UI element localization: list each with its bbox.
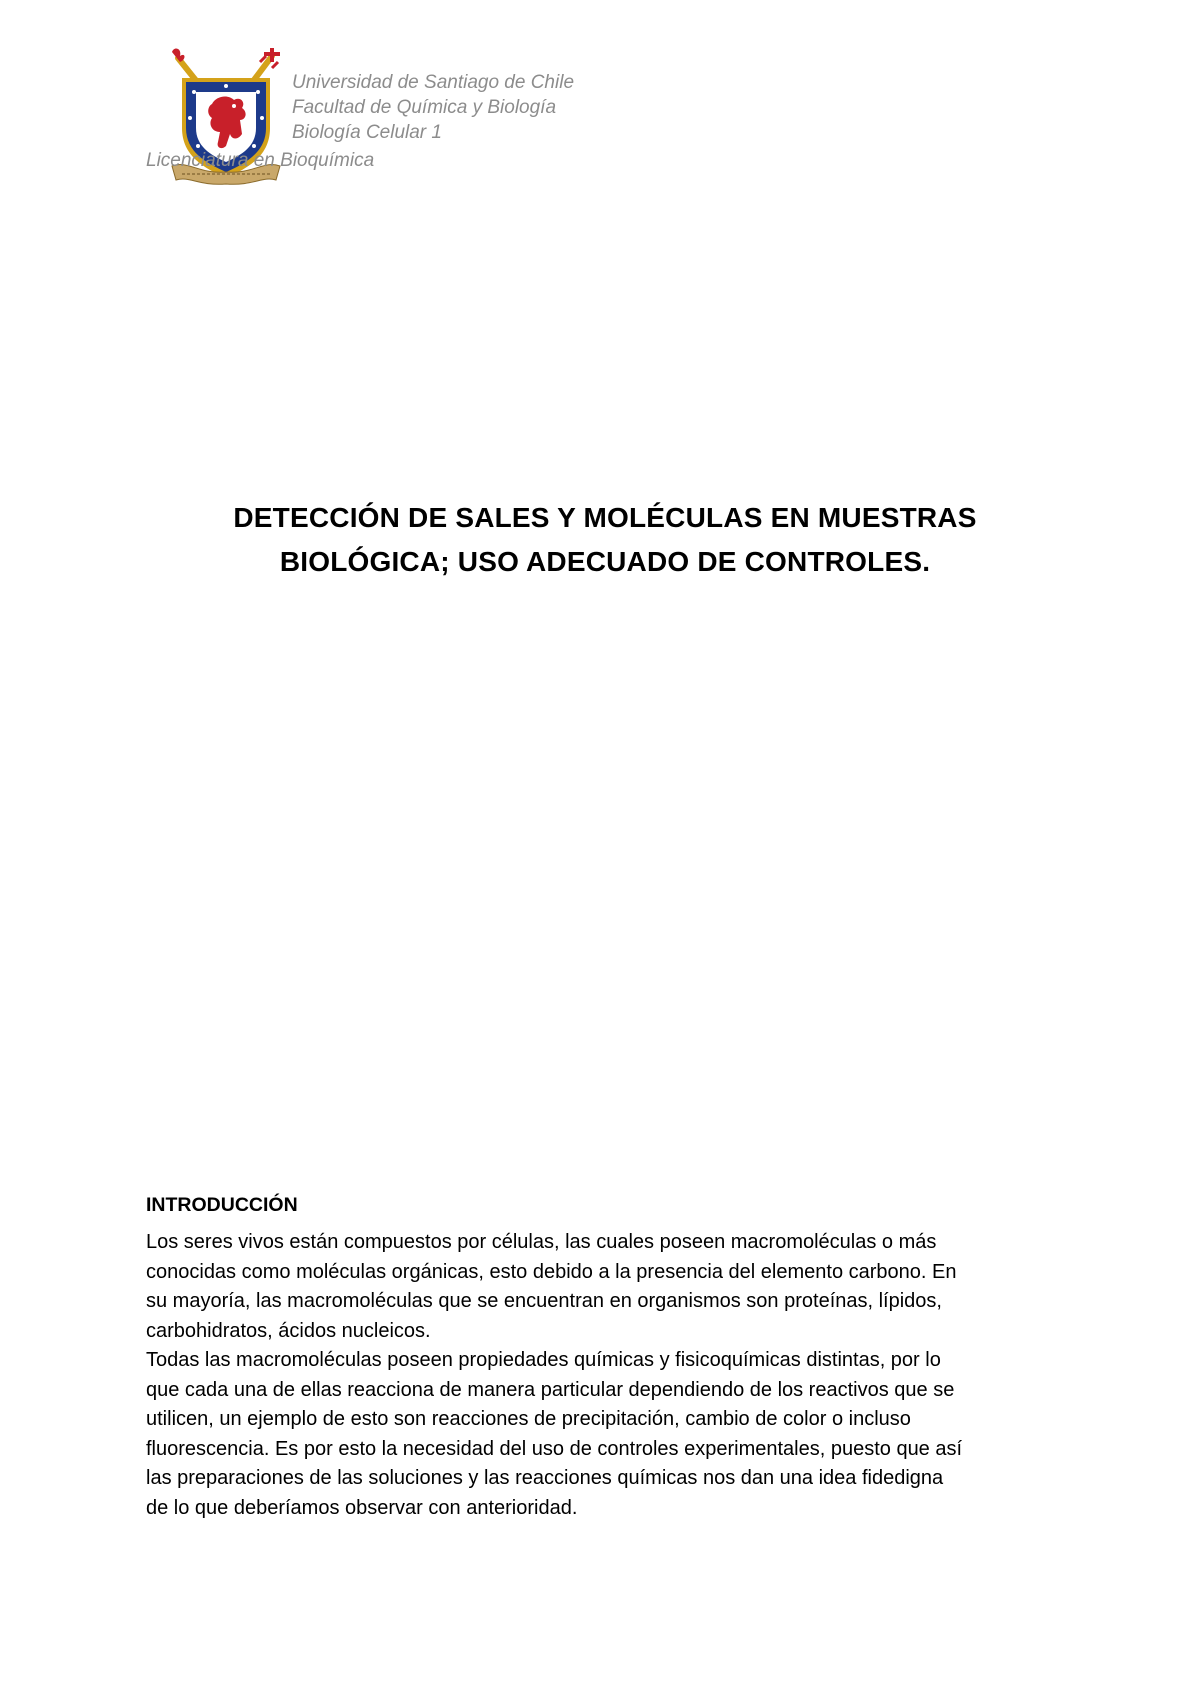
document-title xyxy=(140,496,1070,584)
body-line: conocidas como moléculas orgánicas, esto debido a la presencia del elemento carbono. En xyxy=(146,1260,957,1283)
body-line: carbohidratos, ácidos nucleicos. xyxy=(146,1319,431,1342)
university-name: Universidad de Santiago de Chile xyxy=(292,72,575,93)
institution-header xyxy=(292,70,574,145)
introduction-section xyxy=(146,1192,1066,1523)
body-line: que cada una de ellas reacciona de manera particular dependiendo de los reactivos que se xyxy=(146,1378,955,1401)
course-name: Biología Celular 1 xyxy=(292,122,442,143)
body-line: de lo que deberíamos observar con anterioridad. xyxy=(146,1496,578,1519)
introduction-body xyxy=(146,1228,1066,1523)
title-line-1: DETECCIÓN DE SALES Y MOLÉCULAS EN MUESTRAS xyxy=(233,502,977,533)
body-line: utilicen, un ejemplo de esto son reacciones de precipitación, cambio de color o incluso xyxy=(146,1408,911,1430)
title-line-2: BIOLÓGICA; USO ADECUADO DE CONTROLES. xyxy=(279,546,931,577)
section-heading: INTRODUCCIÓN xyxy=(146,1194,298,1216)
body-line: su mayoría, las macromoléculas que se encuentran en organismos son proteínas, lípidos, xyxy=(146,1290,942,1312)
body-line: Todas las macromoléculas poseen propiedades químicas y fisicoquímicas distintas, por lo xyxy=(146,1349,941,1371)
body-line: fluorescencia. Es por esto la necesidad del uso de controles experimentales, puesto que así xyxy=(146,1437,963,1460)
body-line: Los seres vivos están compuestos por células, las cuales poseen macromoléculas o más xyxy=(146,1231,937,1253)
body-line: las preparaciones de las soluciones y las reacciones químicas nos dan una idea fidedigna xyxy=(146,1467,944,1489)
faculty-name: Facultad de Química y Biología xyxy=(292,97,557,118)
program-name: Licenciatura en Bioquímica xyxy=(146,150,375,171)
